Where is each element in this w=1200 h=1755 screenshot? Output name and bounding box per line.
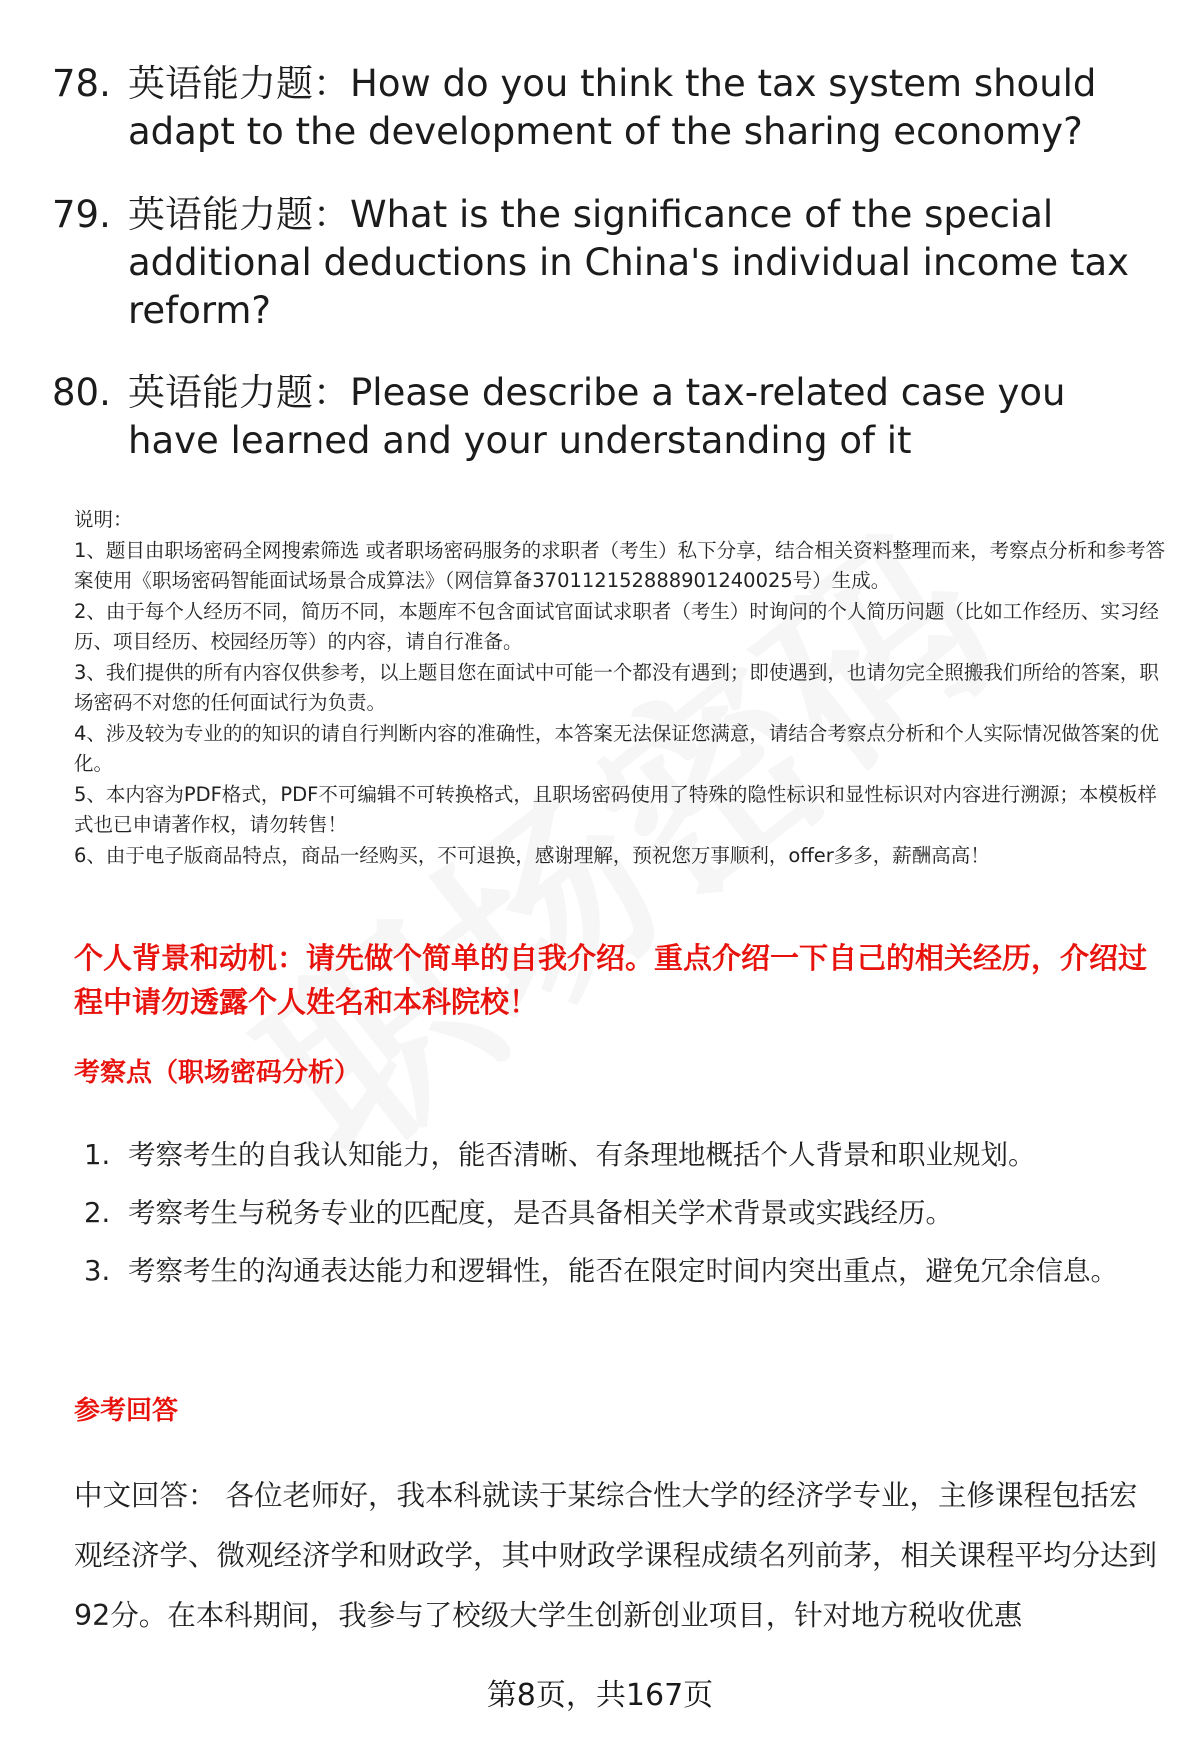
reference-answer: 中文回答： 各位老师好，我本科就读于某综合性大学的经济学专业，主修课程包括宏观经济学、微观经济学和财政学，其中财政学课程成绩名列前茅，相关课程平均分达到92分。在本科期间，我参与了校级大学生创新创业项目，针对地方税收优惠 <box>74 1479 1158 1632</box>
note-item-2: 2、由于每个人经历不同，简历不同，本题库不包含面试官面试求职者（考生）时询问的个人简历问题（比如工作经历、实习经历、项目经历、校园经历等）的内容，请自行准备。 <box>74 599 1159 653</box>
list-item <box>74 1126 1166 1184</box>
page-number: 第8页，共167页 <box>486 1678 714 1713</box>
list-item <box>74 1242 1166 1300</box>
question-text: 英语能力题：Please describe a tax-related case you have learned and your understanding of it <box>128 371 1066 462</box>
notes-title: 说明： <box>74 508 133 531</box>
point-number: 3. <box>84 1255 111 1287</box>
list-item <box>74 1184 1166 1242</box>
point-text: 考察考生的自我认知能力，能否清晰、有条理地概括个人背景和职业规划。 <box>128 1139 1036 1171</box>
question-79 <box>52 191 1162 335</box>
intro-question-heading: 个人背景和动机：请先做个简单的自我介绍。重点介绍一下自己的相关经历，介绍过程中请勿透露个人姓名和本科院校！ <box>74 941 1148 1019</box>
question-80 <box>52 369 1162 465</box>
point-number: 1. <box>84 1139 111 1171</box>
note-item-3: 3、我们提供的所有内容仅供参考，以上题目您在面试中可能一个都没有遇到；即使遇到，也请勿完全照搬我们所给的答案，职场密码不对您的任何面试行为负责。 <box>74 660 1159 714</box>
question-text: 英语能力题：How do you think the tax system should adapt to the development of the sharing economy? <box>128 62 1097 153</box>
analysis-points <box>74 1126 1166 1300</box>
note-item-5: 5、本内容为PDF格式，PDF不可编辑不可转换格式，且职场密码使用了特殊的隐性标识和显性标识对内容进行溯源；本模板样式也已申请著作权，请勿转售！ <box>74 782 1157 836</box>
point-text: 考察考生与税务专业的匹配度，是否具备相关学术背景或实践经历。 <box>128 1197 953 1229</box>
analysis-heading: 考察点（职场密码分析） <box>74 1058 361 1088</box>
note-item-4: 4、涉及较为专业的的知识的请自行判断内容的准确性，本答案无法保证您满意，请结合考察点分析和个人实际情况做答案的优化。 <box>74 721 1159 775</box>
question-number: 80. <box>52 371 111 414</box>
question-78 <box>52 60 1162 156</box>
reference-heading: 参考回答 <box>74 1396 179 1426</box>
question-number: 78. <box>52 62 111 105</box>
note-item-1: 1、题目由职场密码全网搜索筛选 或者职场密码服务的求职者（考生）私下分享，结合相关资料整理而来，考察点分析和参考答案使用《职场密码智能面试场景合成算法》（网信算备370112152888901240025号）生成。 <box>74 538 1166 592</box>
note-item-6: 6、由于电子版商品特点，商品一经购买，不可退换，感谢理解，预祝您万事顺利，offer多多，薪酬高高！ <box>74 843 990 867</box>
point-text: 考察考生的沟通表达能力和逻辑性，能否在限定时间内突出重点，避免冗余信息。 <box>128 1255 1118 1287</box>
disclaimer-notes <box>74 505 1166 871</box>
question-number: 79. <box>52 193 111 236</box>
point-number: 2. <box>84 1197 111 1229</box>
question-text: 英语能力题：What is the significance of the special additional deductions in China's individual income tax reform? <box>128 193 1130 332</box>
